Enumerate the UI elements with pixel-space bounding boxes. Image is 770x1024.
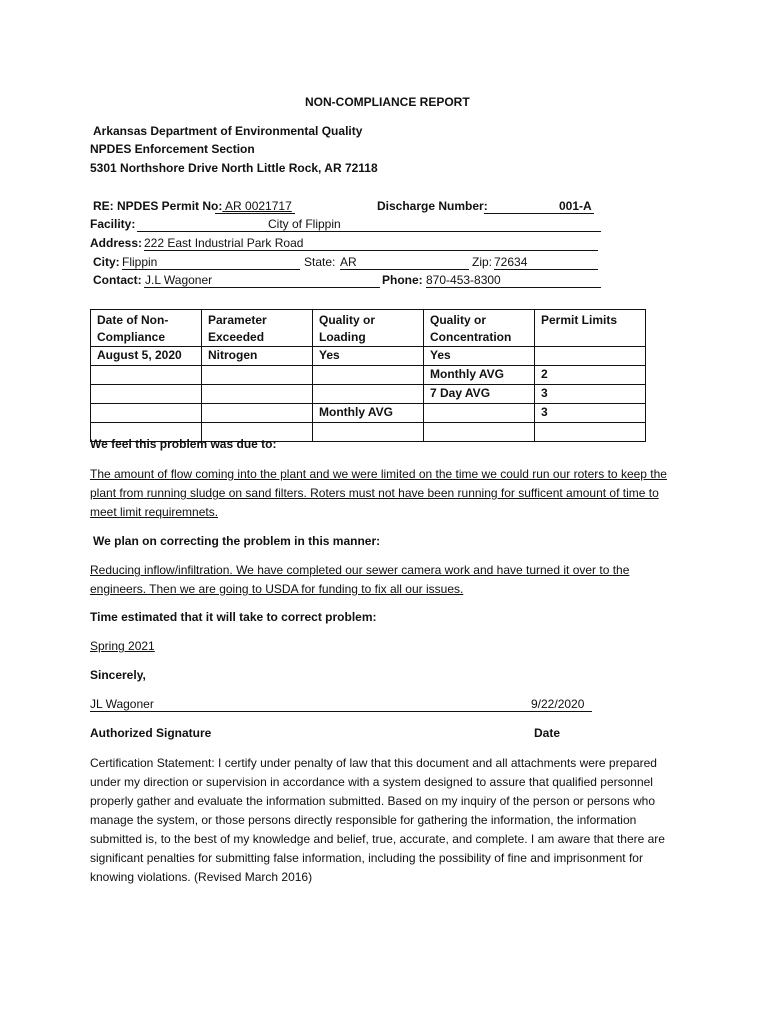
table-cell (91, 366, 202, 385)
closing: Sincerely, (90, 668, 146, 682)
table-row (91, 404, 646, 423)
state-label: State: (304, 255, 336, 269)
zip-label: Zip: (472, 255, 493, 269)
phone-value: 870-453-8300 (426, 273, 501, 287)
discharge-number-value: 001-A (559, 199, 592, 213)
table-cell (313, 423, 424, 442)
contact-label: Contact: (93, 273, 142, 287)
time-heading: Time estimated that it will take to correct problem: (90, 610, 377, 624)
table-cell (424, 423, 535, 442)
certification-statement: Certification Statement: I certify under penalty of law that this document and all attachments were prepared under my direction or supervision in accordance with a system designed to assure that qualified personnel properly gather and evaluate the information submitted. Based on my inquiry of the person or persons who manage the system, or those persons directly responsible for gathering the information, the information submitted is, to the best of my knowledge and belief, true, accurate, and complete. I am aware that there are significant penalties for submitting false information, including the possibility of fine and imprisonment for knowing violations. (Revised March 2016) (90, 756, 665, 884)
table-cell: 3 (535, 404, 646, 423)
agency-section: NPDES Enforcement Section (90, 142, 255, 156)
facility-value: City of Flippin (268, 217, 341, 231)
table-cell: Monthly AVG (313, 404, 424, 423)
address-label: Address: (90, 236, 143, 250)
table-cell (535, 423, 646, 442)
cause-heading: We feel this problem was due to: (90, 437, 277, 451)
discharge-number-field (377, 199, 488, 213)
table-header-row (91, 310, 646, 347)
correction-text: Reducing inflow/infiltration. We have completed our sewer camera work and have turned it over to the engineers. Then we are going to USDA for funding to fix all our issues. (90, 563, 630, 596)
table-cell: Yes (313, 347, 424, 366)
permit-label: RE: NPDES Permit No: (93, 199, 223, 213)
discharge-label: Discharge Number: (377, 199, 488, 213)
signature-date: 9/22/2020 (531, 697, 585, 711)
table-cell: Yes (424, 347, 535, 366)
table-row (91, 385, 646, 404)
noncompliance-table (90, 309, 646, 442)
table-row (91, 347, 646, 366)
table-cell (202, 404, 313, 423)
contact-value: J.L Wagoner (145, 273, 213, 287)
table-cell (535, 347, 646, 366)
state-value: AR (340, 255, 357, 269)
table-cell (313, 385, 424, 404)
header-parameter: Parameter Exceeded (202, 310, 313, 347)
table-cell: August 5, 2020 (91, 347, 202, 366)
phone-label: Phone: (382, 273, 423, 287)
date-label: Date (534, 726, 561, 740)
header-permit-limits: Permit Limits (535, 310, 646, 347)
table-cell (202, 385, 313, 404)
permit-number-value: AR 0021717 (222, 199, 292, 213)
table-cell: Monthly AVG (424, 366, 535, 385)
table-cell (202, 366, 313, 385)
facility-label: Facility: (90, 217, 136, 231)
signature-name: JL Wagoner (90, 697, 154, 711)
table-cell (91, 404, 202, 423)
agency-address: 5301 Northshore Drive North Little Rock, AR 72118 (90, 161, 378, 175)
table-cell (91, 385, 202, 404)
city-value: Flippin (122, 255, 158, 269)
signature-label: Authorized Signature (90, 726, 212, 740)
agency-name: Arkansas Department of Environmental Quality (93, 124, 363, 138)
table-row (91, 366, 646, 385)
table-cell (424, 404, 535, 423)
address-value: 222 East Industrial Park Road (144, 236, 304, 250)
header-loading: Quality or Loading (313, 310, 424, 347)
permit-number-field (93, 199, 292, 213)
header-date: Date of Non- Compliance (91, 310, 202, 347)
table-cell: Nitrogen (202, 347, 313, 366)
time-text: Spring 2021 (90, 639, 155, 653)
report-title: NON-COMPLIANCE REPORT (305, 95, 470, 109)
zip-value: 72634 (494, 255, 528, 269)
table-cell: 7 Day AVG (424, 385, 535, 404)
header-concentration: Quality or Concentration (424, 310, 535, 347)
cause-text: The amount of flow coming into the plant and we were limited on the time we could run our roters to keep the plant from running sludge on sand filters. Roters must not have been running for sufficent amount of time to meet limit requiremnets. (90, 467, 667, 519)
table-cell (313, 366, 424, 385)
correction-heading: We plan on correcting the problem in this manner: (93, 534, 381, 548)
table-cell: 2 (535, 366, 646, 385)
city-label: City: (93, 255, 120, 269)
table-cell: 3 (535, 385, 646, 404)
